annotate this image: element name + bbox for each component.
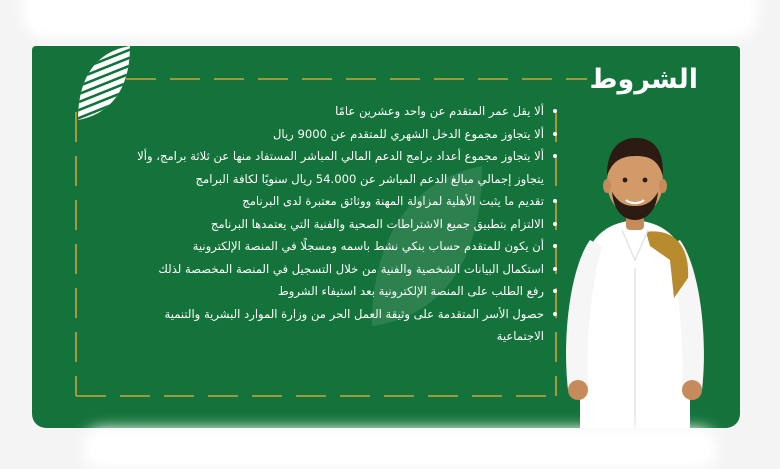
conditions-title: الشروط bbox=[589, 64, 698, 95]
conditions-list bbox=[114, 100, 562, 348]
conditions-card bbox=[32, 46, 740, 428]
condition-item: حصول الأسر المتقدمة على وثيقة العمل الحر من وزارة الموارد البشرية والتنمية الاجتماعية bbox=[114, 303, 544, 348]
blurred-bottom-area bbox=[90, 436, 710, 462]
condition-item: تقديم ما يثبت الأهلية لمزاولة المهنة ووثائق معتبرة لدى البرنامج bbox=[114, 190, 544, 213]
blurred-top-area bbox=[30, 0, 750, 30]
condition-item: استكمال البيانات الشخصية والفنية من خلال التسجيل في المنصة المخصصة لذلك bbox=[114, 258, 544, 281]
condition-item: ألا يقل عمر المتقدم عن واحد وعشرين عامًا bbox=[114, 100, 544, 123]
condition-item: أن يكون للمتقدم حساب بنكي نشط باسمه ومسجلًا في المنصة الإلكترونية bbox=[114, 235, 544, 258]
condition-item: رفع الطلب على المنصة الإلكترونية بعد استيفاء الشروط bbox=[114, 280, 544, 303]
condition-item: ألا يتجاوز مجموع الدخل الشهري للمتقدم عن 9000 ريال bbox=[114, 123, 544, 146]
condition-item: الالتزام بتطبيق جميع الاشتراطات الصحية والفنية التي يعتمدها البرنامج bbox=[114, 213, 544, 236]
condition-item: ألا يتجاوز مجموع أعداد برامج الدعم المالي المباشر المستفاد منها عن ثلاثة برامج، وألا يتجاوز إجمالي مبالغ الدعم المباشر عن 54.000 ريال سنويًا لكافة البرامج bbox=[114, 145, 544, 190]
saudi-man-in-thobe-illustration bbox=[550, 128, 720, 428]
